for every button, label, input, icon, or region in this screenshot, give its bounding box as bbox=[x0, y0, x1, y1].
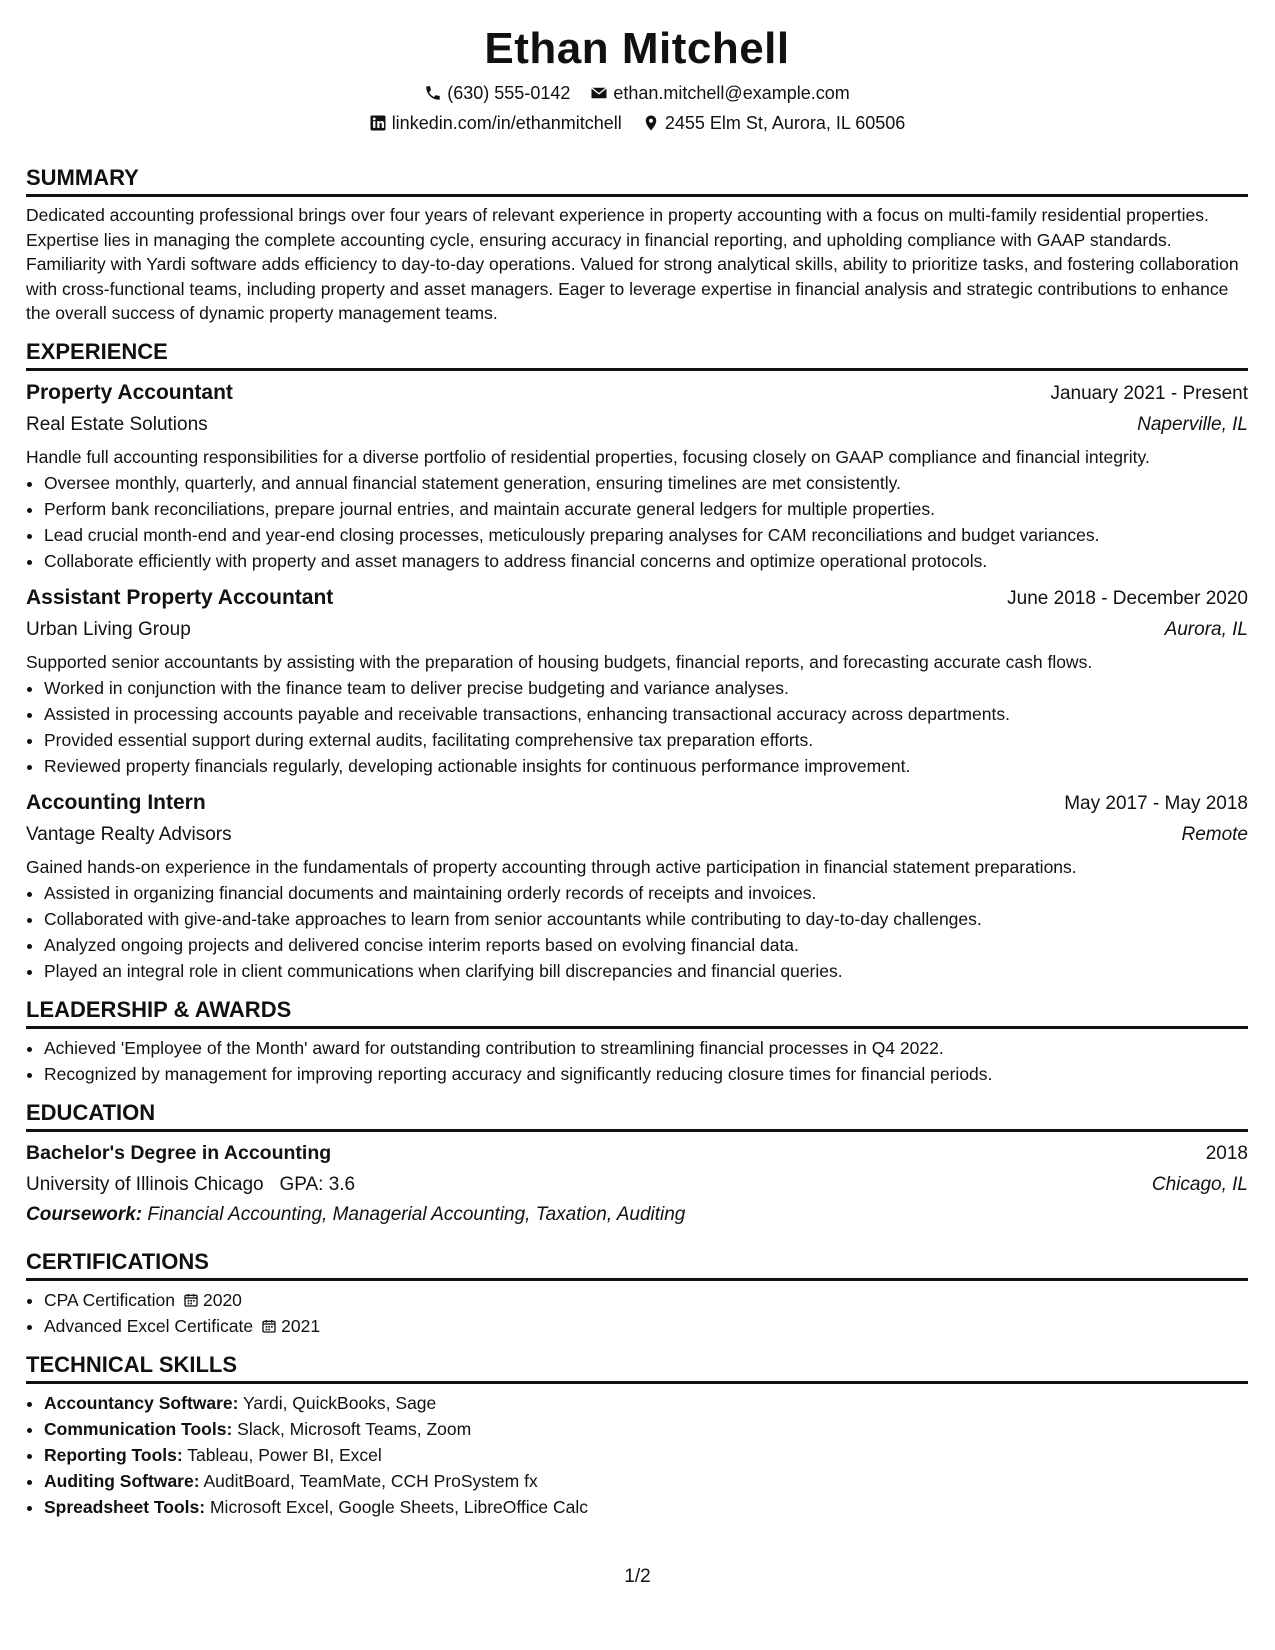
phone-contact[interactable] bbox=[424, 78, 570, 108]
list-item: • Recognized by management for improving reporting accuracy and significantly reducing closure times for financial periods. bbox=[44, 1061, 1248, 1087]
skill-value: Microsoft Excel, Google Sheets, LibreOffice Calc bbox=[209, 1496, 589, 1517]
summary-text: Dedicated accounting professional brings over four years of relevant experience in property accounting with a focus on multi-family residential properties. Expertise lies in managing the complete accounting cycle, ensuring accuracy in financial reporting, and upholding compliance with GAAP standards. Familiarity with Yardi software adds efficiency to day-to-day operations. Valued for strong analytical skills, ability to prioritize tasks, and fostering collaboration with cross-functional teams, including property and asset managers. Eager to leverage expertise in financial analysis and strategic contributions to enhance the overall success of dynamic property management teams. bbox=[26, 205, 1239, 323]
job-dates: June 2018 - December 2020 bbox=[1007, 587, 1248, 609]
leadership-heading: LEADERSHIP & AWARDS bbox=[26, 996, 1248, 1029]
job-title: Property Accountant bbox=[26, 380, 233, 404]
job-description: Gained hands-on experience in the fundamentals of property accounting through active participation in financial statement preparations. bbox=[26, 856, 1077, 877]
school-location: Chicago, IL bbox=[1151, 1173, 1248, 1195]
job-dates: May 2017 - May 2018 bbox=[1064, 792, 1248, 814]
skills-list bbox=[26, 1390, 1248, 1520]
cert-name: • CPA Certification bbox=[44, 1289, 175, 1310]
job-location: Remote bbox=[1181, 823, 1248, 845]
cert-year: 2021 bbox=[281, 1315, 321, 1336]
company-name: Real Estate Solutions bbox=[26, 413, 208, 435]
certifications-list bbox=[26, 1287, 1248, 1339]
list-item: • Perform bank reconciliations, prepare journal entries, and maintain accurate general ledgers for multiple properties. bbox=[44, 496, 1248, 522]
summary-heading: SUMMARY bbox=[26, 164, 1248, 197]
skill-value: Yardi, QuickBooks, Sage bbox=[243, 1392, 437, 1413]
list-item: • Lead crucial month-end and year-end closing processes, meticulously preparing analyses for CAM reconciliations and budget variances. bbox=[44, 522, 1248, 548]
contact-line-1 bbox=[26, 78, 1248, 108]
list-item bbox=[44, 1468, 1248, 1494]
skill-label: Spreadsheet Tools: bbox=[44, 1496, 206, 1517]
school-name: University of Illinois Chicago bbox=[26, 1173, 264, 1195]
job-entry bbox=[26, 377, 1248, 574]
company-name: Vantage Realty Advisors bbox=[26, 823, 232, 845]
skills-heading: TECHNICAL SKILLS bbox=[26, 1351, 1248, 1384]
skill-value: Tableau, Power BI, Excel bbox=[187, 1444, 382, 1465]
job-title: Assistant Property Accountant bbox=[26, 585, 334, 609]
skill-label: Reporting Tools: bbox=[44, 1444, 183, 1465]
gpa: GPA: 3.6 bbox=[279, 1173, 356, 1195]
list-item: • Worked in conjunction with the finance team to deliver precise budgeting and variance analyses. bbox=[44, 675, 1248, 701]
skill-value: Slack, Microsoft Teams, Zoom bbox=[237, 1418, 472, 1439]
list-item: • Collaborated with give-and-take approaches to learn from senior accountants while contributing to day-to-day challenges. bbox=[44, 906, 1248, 932]
phone-icon bbox=[424, 84, 442, 102]
cert-date bbox=[183, 1287, 242, 1313]
list-item bbox=[44, 1442, 1248, 1468]
job-dates: January 2021 - Present bbox=[1050, 382, 1248, 404]
list-item: • Analyzed ongoing projects and delivered concise interim reports based on evolving financial data. bbox=[44, 932, 1248, 958]
cert-year: 2020 bbox=[202, 1289, 242, 1310]
list-item bbox=[44, 1287, 1248, 1313]
job-location: Aurora, IL bbox=[1164, 618, 1248, 640]
email-contact[interactable] bbox=[590, 78, 849, 108]
experience-heading: EXPERIENCE bbox=[26, 338, 1248, 371]
job-bullets bbox=[26, 675, 1248, 779]
skill-label: Accountancy Software: bbox=[44, 1392, 239, 1413]
job-title: Accounting Intern bbox=[26, 790, 206, 814]
list-item: • Collaborate efficiently with property and asset managers to address financial concerns and optimize operational protocols. bbox=[44, 548, 1248, 574]
job-bullets bbox=[26, 880, 1248, 984]
school-line bbox=[26, 1169, 355, 1200]
list-item: • Reviewed property financials regularly, developing actionable insights for continuous performance improvement. bbox=[44, 753, 1248, 779]
cert-date bbox=[261, 1313, 320, 1339]
company-name: Urban Living Group bbox=[26, 618, 191, 640]
cert-name: • Advanced Excel Certificate bbox=[44, 1315, 254, 1336]
list-item: • Assisted in organizing financial documents and maintaining orderly records of receipts and invoices. bbox=[44, 880, 1248, 906]
job-entry bbox=[26, 787, 1248, 984]
job-entry bbox=[26, 582, 1248, 779]
list-item bbox=[44, 1390, 1248, 1416]
map-pin-icon bbox=[642, 114, 660, 132]
email-text: ethan.mitchell@example.com bbox=[613, 83, 850, 103]
envelope-icon bbox=[590, 84, 608, 102]
page-number: 1/2 bbox=[624, 1566, 651, 1587]
coursework-list: Financial Accounting, Managerial Accounting, Taxation, Auditing bbox=[147, 1203, 686, 1225]
resume-page bbox=[26, 20, 1248, 1520]
phone-text: (630) 555-0142 bbox=[447, 83, 571, 103]
contact-line-2 bbox=[26, 108, 1248, 138]
skill-value: AuditBoard, TeamMate, CCH ProSystem fx bbox=[203, 1470, 538, 1491]
coursework bbox=[26, 1200, 1248, 1230]
calendar-icon bbox=[261, 1318, 277, 1334]
coursework-label: Coursework: bbox=[26, 1203, 143, 1225]
list-item: • Assisted in processing accounts payable and receivable transactions, enhancing transactional accuracy across departments. bbox=[44, 701, 1248, 727]
address-text: 2455 Elm St, Aurora, IL 60506 bbox=[664, 113, 906, 133]
list-item bbox=[44, 1313, 1248, 1339]
skill-label: Auditing Software: bbox=[44, 1470, 200, 1491]
job-location: Naperville, IL bbox=[1137, 413, 1248, 435]
list-item bbox=[44, 1416, 1248, 1442]
list-item: • Played an integral role in client communications when clarifying bill discrepancies and financial queries. bbox=[44, 958, 1248, 984]
list-item bbox=[44, 1494, 1248, 1520]
calendar-icon bbox=[183, 1292, 199, 1308]
candidate-name: Ethan Mitchell bbox=[484, 24, 790, 73]
education-heading: EDUCATION bbox=[26, 1099, 1248, 1132]
skill-label: Communication Tools: bbox=[44, 1418, 233, 1439]
leadership-bullets bbox=[26, 1035, 1248, 1087]
job-bullets bbox=[26, 470, 1248, 574]
list-item: • Provided essential support during external audits, facilitating comprehensive tax preparation efforts. bbox=[44, 727, 1248, 753]
list-item: • Oversee monthly, quarterly, and annual financial statement generation, ensuring timelines are met consistently. bbox=[44, 470, 1248, 496]
address-contact bbox=[642, 108, 906, 138]
list-item: • Achieved 'Employee of the Month' award for outstanding contribution to streamlining financial processes in Q4 2022. bbox=[44, 1035, 1248, 1061]
job-description: Supported senior accountants by assisting with the preparation of housing budgets, financial reports, and forecasting accurate cash flows. bbox=[26, 651, 1093, 672]
degree-title: Bachelor's Degree in Accounting bbox=[26, 1141, 332, 1164]
linkedin-text: linkedin.com/in/ethanmitchell bbox=[391, 113, 622, 133]
job-description: Handle full accounting responsibilities for a diverse portfolio of residential properties, focusing closely on GAAP compliance and financial integrity. bbox=[26, 446, 1150, 467]
linkedin-contact[interactable] bbox=[369, 108, 622, 138]
certifications-heading: CERTIFICATIONS bbox=[26, 1248, 1248, 1281]
graduation-year: 2018 bbox=[1205, 1142, 1248, 1164]
linkedin-icon bbox=[369, 114, 387, 132]
